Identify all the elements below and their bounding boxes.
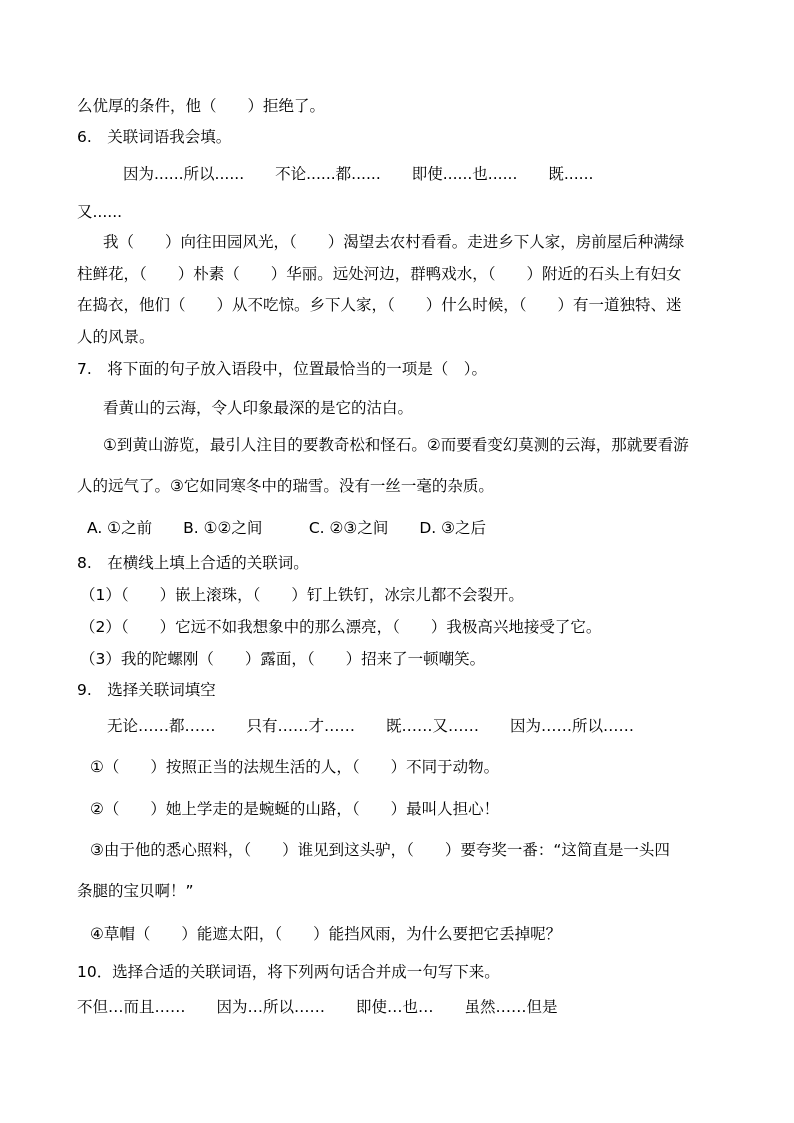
question-7-paragraph-line-1: ①到黄山游览，最引人注目的要教奇松和怪石。②而要看变幻莫测的云海，那就要看游 [103, 436, 689, 454]
paragraph-6-line-1: 我（ ）向往田园风光，（ ）渴望去农村看看。走进乡下人家，房前屋后种满绿 [103, 233, 685, 251]
conjunction-options-9: 无论……都…… 只有……才…… 既……又…… 因为……所以…… [107, 717, 635, 735]
conjunction-options-10: 不但…而且…… 因为…所以…… 即使…也… 虽然……但是 [77, 998, 558, 1016]
question-9-title: 9. 选择关联词填空 [77, 681, 216, 699]
question-7-sentence: 看黄山的云海，令人印象最深的是它的沽白。 [103, 399, 414, 417]
question-9-item-1: ①（ ）按照正当的法规生活的人，（ ）不同于动物。 [90, 758, 500, 776]
text-line-1: 么优厚的条件，他（ ）拒绝了。 [77, 97, 326, 115]
question-8-item-3: （3）我的陀螺刚（ ）露面，（ ）招来了一顿嘲笑。 [80, 650, 486, 668]
question-9-item-3-line-2: 条腿的宝贝啊！” [77, 882, 194, 900]
question-8-title: 8. 在横线上填上合适的关联词。 [77, 554, 309, 572]
question-9-item-4: ④草帽（ ）能遮太阳，（ ）能挡风雨，为什么要把它丢掉呢？ [90, 925, 562, 943]
conjunction-options-6: 因为......所以...... 不论......都...... 即使......也...... 既...... [123, 165, 594, 183]
question-7-options: A. ①之前 B. ①②之间 C. ②③之间 D. ③之后 [87, 519, 487, 537]
paragraph-6-line-3: 在捣衣，他们（ ）从不吃惊。乡下人家，（ ）什么时候，（ ）有一道独特、迷 [77, 296, 682, 314]
text-line-4: 又...... [77, 203, 123, 221]
question-7-title: 7. 将下面的句子放入语段中，位置最恰当的一项是（ ）。 [77, 360, 488, 378]
paragraph-6-line-4: 人的风景。 [77, 328, 155, 346]
question-9-item-3-line-1: ③由于他的悉心照料，（ ）谁见到这头驴，（ ）要夸奖一番：“这简直是一头四 [90, 841, 670, 859]
question-9-item-2: ②（ ）她上学走的是蜿蜒的山路，（ ）最叫人担心！ [90, 800, 500, 818]
question-8-item-2: （2）（ ）它远不如我想象中的那么漂亮，（ ）我极高兴地接受了它。 [80, 618, 602, 636]
question-10-title: 10．选择合适的关联词语，将下列两句话合并成一句写下来。 [77, 963, 500, 981]
question-8-item-1: （1）（ ）嵌上滚珠，（ ）钉上铁钉，冰宗儿都不会裂开。 [80, 586, 524, 604]
question-7-paragraph-line-2: 人的远气了。③它如同寒冬中的瑞雪。没有一丝一毫的杂质。 [77, 477, 494, 495]
paragraph-6-line-2: 柱鲜花，（ ）朴素（ ）华丽。远处河边，群鸭戏水，（ ）附近的石头上有妇女 [77, 265, 682, 283]
question-6-title: 6. 关联词语我会填。 [77, 128, 232, 146]
